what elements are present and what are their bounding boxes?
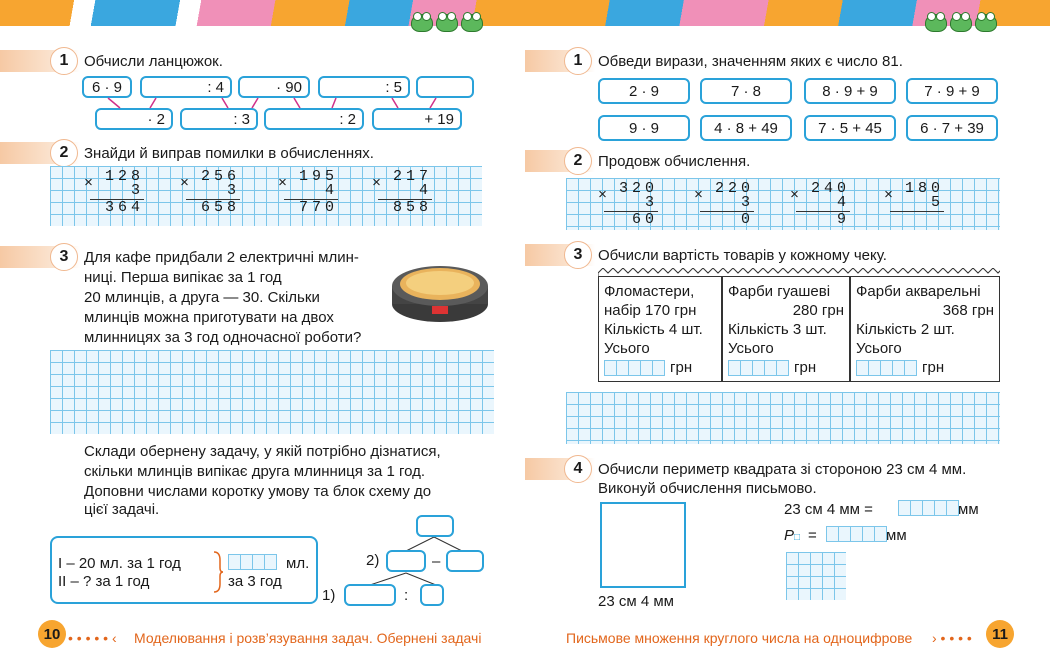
column-multiplication: [180, 168, 240, 216]
times-sign: ×: [790, 187, 804, 204]
task3-line2: скільки млинців випікає друга млинниця за 1 год.: [84, 463, 426, 480]
chain-box: · 2: [95, 108, 173, 130]
frogs-right: [922, 14, 997, 37]
multiplicand: 195: [298, 168, 338, 185]
receipt-line: Усього: [856, 340, 902, 357]
currency-label: грн: [670, 359, 693, 376]
page-number: 10: [38, 620, 66, 648]
task3-line2: цієї задачі.: [84, 501, 160, 518]
task3-line: млинців можна приготувати на двох: [84, 309, 334, 326]
time-label: за 3 год: [228, 573, 282, 590]
receipt-line: Усього: [604, 340, 650, 357]
expression-box[interactable]: 6 · 7 + 39: [906, 115, 998, 141]
multiplicand: 128: [104, 168, 144, 185]
condition-line: ІІ – ? за 1 год: [58, 573, 150, 590]
operation-sign: –: [432, 553, 441, 570]
expression-box[interactable]: 7 · 8: [700, 78, 792, 104]
multiplier: 3: [740, 194, 754, 211]
multiplicand: 180: [904, 180, 944, 197]
step-label: 1): [322, 587, 336, 604]
task-number: 2: [50, 139, 78, 167]
column-multiplication: [694, 180, 754, 228]
receipt-line: Фломастери,: [604, 283, 695, 300]
result-line: [890, 211, 944, 212]
receipt-line: Усього: [728, 340, 774, 357]
multiplier: 4: [324, 182, 338, 199]
page-number: 11: [986, 620, 1014, 648]
result: 364: [104, 199, 144, 216]
task-number: 1: [564, 47, 592, 75]
multiplicand: 320: [618, 180, 658, 197]
multiplier: 5: [930, 194, 944, 211]
task3-line: млинницях за 3 год одночасної роботи?: [84, 329, 362, 346]
result: 0: [740, 211, 754, 228]
multiplicand: 240: [810, 180, 850, 197]
times-sign: ×: [180, 175, 194, 192]
expression-box[interactable]: 7 · 9 + 9: [906, 78, 998, 104]
task-number: 3: [564, 241, 592, 269]
brace-icon: [212, 550, 224, 594]
times-sign: ×: [598, 187, 612, 204]
result: 658: [200, 199, 240, 216]
task3-line: ниці. Перша випікає за 1 год: [84, 269, 282, 286]
receipt-line: 280 грн: [792, 302, 844, 319]
equals-sign: =: [808, 527, 817, 544]
scheme-box[interactable]: [386, 550, 426, 572]
chain-box: + 19: [372, 108, 462, 130]
task-number: 3: [50, 243, 78, 271]
perimeter-symbol: P□: [784, 527, 801, 544]
answer-cells[interactable]: [856, 360, 916, 376]
operation-sign: :: [404, 587, 409, 604]
frog-icon: [925, 14, 947, 32]
task-number: 2: [564, 147, 592, 175]
expression-box[interactable]: 2 · 9: [598, 78, 690, 104]
column-multiplication: [598, 180, 658, 228]
unit-label: мм: [958, 501, 979, 518]
task-number: 4: [564, 455, 592, 483]
task-text: Знайди й виправ помилки в обчисленнях.: [84, 145, 374, 162]
chain-box: 6 · 9: [82, 76, 132, 98]
task3-line2: Доповни числами коротку умову та блок схему до: [84, 483, 432, 500]
answer-cells[interactable]: [826, 526, 886, 547]
conversion-text: 23 см 4 мм =: [784, 501, 873, 518]
grid-area: [786, 552, 846, 600]
task-text: Обчисли вартість товарів у кожному чеку.: [598, 247, 887, 264]
multiplicand: 256: [200, 168, 240, 185]
square-figure: [600, 502, 686, 588]
times-sign: ×: [372, 175, 386, 192]
grid-area: [50, 350, 494, 434]
receipt-line: Фарби акварельні: [856, 283, 981, 300]
scheme-box[interactable]: [344, 584, 396, 606]
column-multiplication: [790, 180, 850, 228]
footer-dots: • • • • • ‹: [68, 630, 117, 646]
multiplier: 4: [418, 182, 432, 199]
task3-line2: Склади обернену задачу, у якій потрібно дізнатися,: [84, 443, 441, 460]
chain-box: · 90: [238, 76, 310, 98]
answer-cells[interactable]: [898, 500, 958, 521]
task-text: Продовж обчислення.: [598, 153, 751, 170]
receipt-line: Кількість 3 шт.: [728, 321, 827, 338]
chain-arrows: [80, 96, 480, 110]
frog-icon: [436, 14, 458, 32]
column-multiplication: [884, 180, 944, 228]
times-sign: ×: [694, 187, 708, 204]
times-sign: ×: [278, 175, 292, 192]
expression-box[interactable]: 7 · 5 + 45: [804, 115, 896, 141]
frog-icon: [461, 14, 483, 32]
footer-title: Моделювання і розв’язування задач. Обернені задачі: [134, 630, 482, 646]
result: 9: [836, 211, 850, 228]
expression-box[interactable]: 8 · 9 + 9: [804, 78, 896, 104]
column-multiplication: [278, 168, 338, 216]
receipt-line: Фарби гуашеві: [728, 283, 831, 300]
expression-box[interactable]: 4 · 8 + 49: [700, 115, 792, 141]
multiplier: 3: [226, 182, 240, 199]
multiplicand: 217: [392, 168, 432, 185]
unit-label: мм: [886, 527, 907, 544]
chain-box: : 2: [264, 108, 364, 130]
scheme-box[interactable]: [416, 515, 454, 537]
multiplier: 4: [836, 194, 850, 211]
receipt: [722, 276, 850, 382]
task3-line: 20 млинців, а друга — 30. Скільки: [84, 289, 320, 306]
result: 60: [631, 211, 658, 228]
chain-box: : 5: [318, 76, 410, 98]
footer-dots: › • • • •: [932, 630, 972, 646]
grid-area: [566, 392, 1000, 444]
scheme-box[interactable]: [420, 584, 444, 606]
task-text: Обведи вирази, значенням яких є число 81.: [598, 53, 903, 70]
scheme-box[interactable]: [446, 550, 484, 572]
task-number: 1: [50, 47, 78, 75]
times-sign: ×: [884, 187, 898, 204]
task4-line: Обчисли периметр квадрата зі стороною 23 см 4 мм.: [598, 461, 967, 478]
chain-box: : 3: [180, 108, 258, 130]
answer-cells[interactable]: [604, 360, 664, 376]
frog-icon: [950, 14, 972, 32]
receipt-line: 368 грн: [942, 302, 994, 319]
column-multiplication: [84, 168, 144, 216]
multiplier: 3: [644, 194, 658, 211]
result: 858: [392, 199, 432, 216]
receipt: [850, 276, 1000, 382]
answer-cells[interactable]: [728, 360, 788, 376]
column-multiplication: [372, 168, 432, 216]
chain-box: : 4: [140, 76, 232, 98]
task4-line: Виконуй обчислення письмово.: [598, 480, 817, 497]
expression-box[interactable]: 9 · 9: [598, 115, 690, 141]
frog-icon: [975, 14, 997, 32]
frog-icon: [411, 14, 433, 32]
receipt-line: Кількість 2 шт.: [856, 321, 955, 338]
side-label: 23 см 4 мм: [598, 593, 674, 610]
short-condition-box: [50, 536, 318, 604]
footer-title: Письмове множення круглого числа на одноцифрове: [566, 630, 913, 646]
times-sign: ×: [84, 175, 98, 192]
task3-line: Для кафе придбали 2 електричні млин-: [84, 249, 359, 266]
frogs-left: [408, 14, 483, 37]
task-text: Обчисли ланцюжок.: [84, 53, 223, 70]
receipt-line: Кількість 4 шт.: [604, 321, 703, 338]
currency-label: грн: [794, 359, 817, 376]
pancake-maker-image: [388, 250, 492, 330]
unit-label: мл.: [286, 555, 310, 572]
receipt: [598, 276, 722, 382]
result: 770: [298, 199, 338, 216]
step-label: 2): [366, 552, 380, 569]
multiplier: 3: [130, 182, 144, 199]
receipt-line: набір 170 грн: [604, 302, 697, 319]
multiplicand: 220: [714, 180, 754, 197]
chain-box: [416, 76, 474, 98]
condition-line: І – 20 мл. за 1 год: [58, 555, 181, 572]
currency-label: грн: [922, 359, 945, 376]
